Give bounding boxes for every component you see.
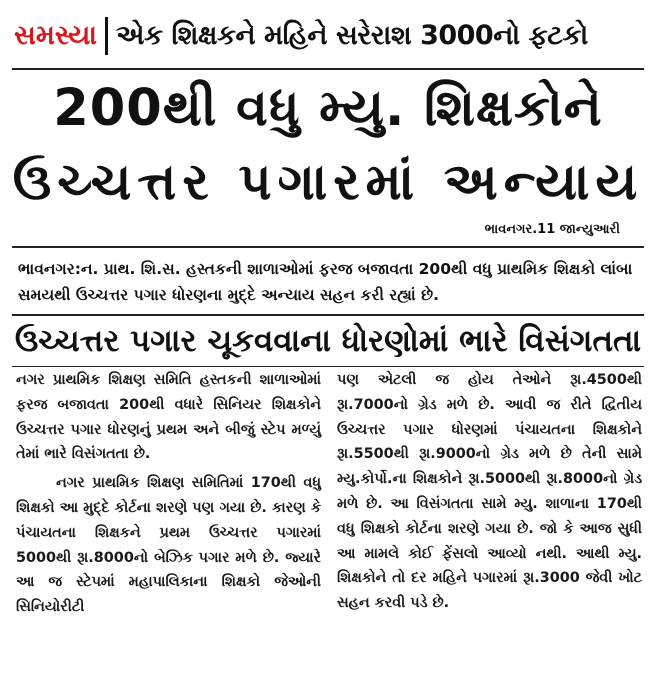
kicker-tag: સમસ્યા <box>14 20 98 51</box>
headline-line-1: 200થી વધુ મ્યુ. શિક્ષકોને <box>53 79 603 138</box>
dateline: ભાવનગર.11 જાન્યુઆરી <box>484 222 620 237</box>
intro-place: ભાવનગર: <box>18 260 81 278</box>
top-rule <box>12 68 644 70</box>
intro-top-rule <box>12 246 644 248</box>
body-columns <box>16 368 642 677</box>
kicker-subtitle: એક શિક્ષકને મહિને સરેરાશ 3000નો ફટકો <box>116 20 588 51</box>
body-paragraph: પણ એટલી જ હોય તેઓને રૂા.4500થી રૂા.7000નો ગ્રેડ મળે છે. આવી જ રીતે દ્વિતીય ઉચ્ચત્તર પગાર ધોરણમાં પંચાયતના શિક્ષકોને રૂા.5500થી રૂા.9000નો ગ્રેડ મળે છે તેની સામે મ્યુ.કોર્પો.ના શિક્ષકોને રૂા.5000થી રૂા.8000નો ગ્રેડ મળે છે. આ વિસંગતતા સામે મ્યુ. શાળાના 170થી વધુ શિક્ષકો કોર્ટના શરણે ગયા છે. જો કે આજ સુધી આ મામલે કોઈ ફેંસલો આવ્યો નથી. આથી મ્યુ. શિક્ષકોને તો દર મહિને પગારમાં રૂા.3000 જેવી ખોટ સહન કરવી પડે છે. <box>337 372 642 612</box>
body-paragraph: નગર પ્રાથમિક શિક્ષણ સમિતિમાં 170થી વધુ શિક્ષકો આ મુદ્દે કોર્ટના શરણે પણ ગયા છે. કારણ કે પંચાયતના શિક્ષકને પ્રથમ ઉચ્ચત્તર પગારમાં 5000થી રૂા.8000નો બેઝિક પગાર મળે છે. જ્યારે આ જ સ્ટેપમાં મહાપાલિકાના શિક્ષકો જેઓની સિનિયોરીટી <box>16 475 321 616</box>
intro-text: ન. પ્રાથ. શિ.સ. હસ્તકની શાળાઓમાં ફરજ બજાવતા 200થી વધુ પ્રાથમિક શિક્ષકો લાંબા સમયથી ઉચ્ચત્તર પગાર ધોરણના મુદ્દે અન્યાય સહન કરી રહ્યાં છે. <box>18 260 633 304</box>
kicker-line <box>14 8 646 64</box>
body-column-right <box>337 368 642 677</box>
subheading: ઉચ્ચત્તર પગાર ચૂકવવાના ધોરણોમાં ભારે વિસંગતતા <box>14 323 642 359</box>
kicker-divider <box>105 17 108 55</box>
subheading-bottom-rule <box>12 366 644 367</box>
body-paragraph: નગર પ્રાથમિક શિક્ષણ સમિતિ હસ્તકની શાળાઓમાં ફરજ બજાવતા 200થી વધારે સિનિયર શિક્ષકોને ઉચ્ચત્તર પગાર ધોરણનું પ્રથમ અને બીજું સ્ટેપ મળ્યું તેમાં ભારે વિસંગતતા છે. <box>16 372 321 463</box>
headline-line-2: ઉચ્ચત્તર પગારમાં અન્યાય <box>12 153 644 212</box>
intro-paragraph <box>18 256 642 308</box>
body-column-left <box>16 368 321 677</box>
